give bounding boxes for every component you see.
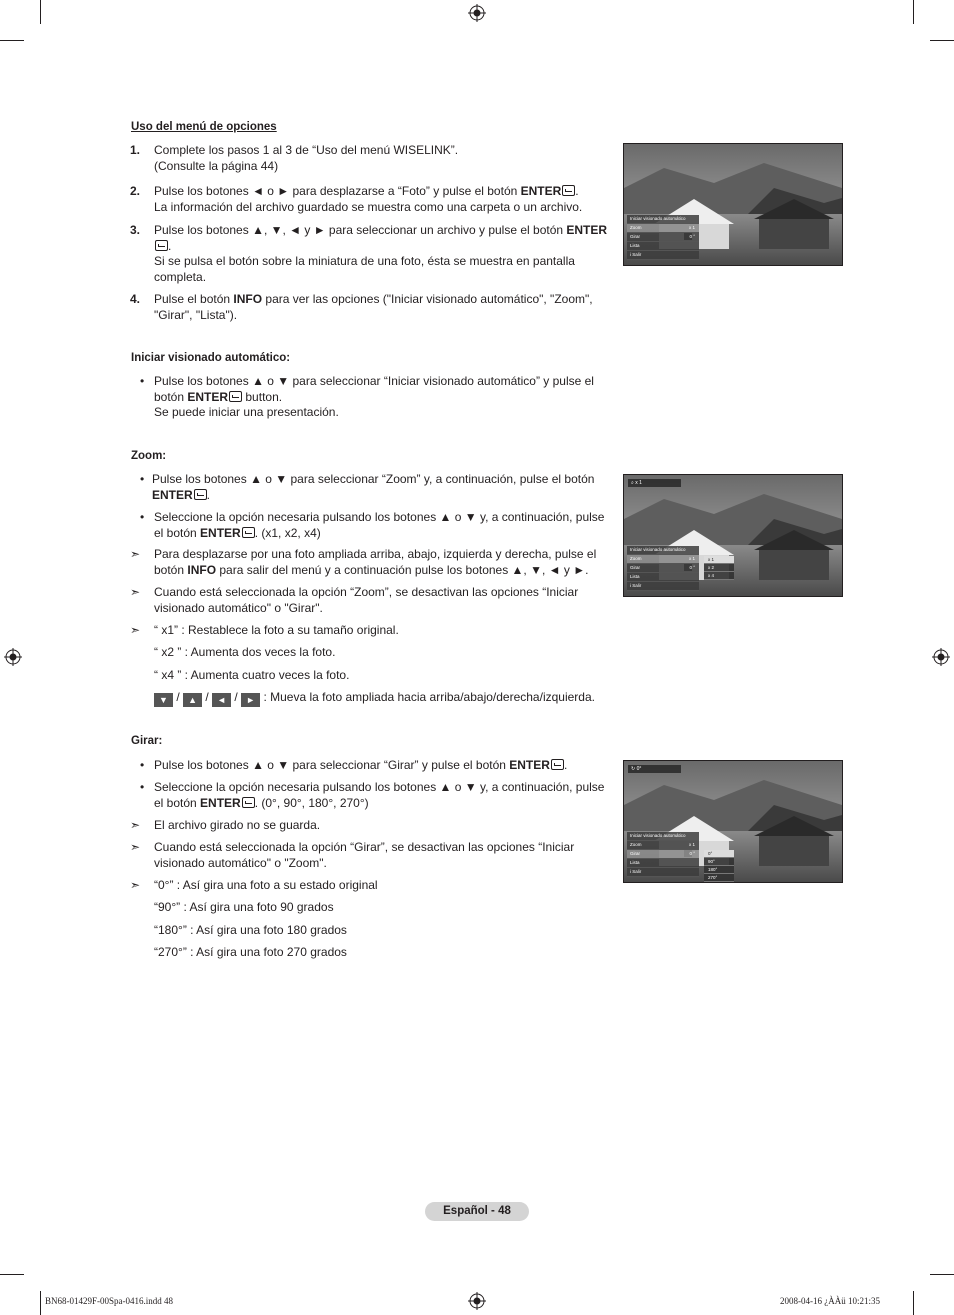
note-text: “ x2 ” : Aumenta dos veces la foto. xyxy=(154,645,336,659)
step-text: Pulse el botón xyxy=(154,292,234,306)
bullet-text: Seleccione la opción necesaria pulsando los botones ▲ o ▼ y, a continuación, pulse el botón xyxy=(154,780,605,810)
menu-item-slideshow[interactable] xyxy=(627,215,699,224)
step-1 xyxy=(130,143,610,174)
step-text: Complete los pasos 1 al 3 de “Uso del menú WISELINK”. xyxy=(154,143,459,157)
menu-item-rotate[interactable] xyxy=(627,564,699,573)
enter-label: ENTER xyxy=(200,525,241,540)
registration-mark-icon xyxy=(468,1292,486,1310)
crop-mark xyxy=(40,1291,41,1315)
bullet-text: Pulse los botones ▲ o ▼ para seleccionar “Iniciar visionado automático” y pulse el botón xyxy=(154,374,594,404)
rotate-note-2 xyxy=(130,840,610,871)
note-text: “180°” : Así gira una foto 180 grados xyxy=(154,923,347,937)
menu-item-label: Lista xyxy=(630,574,640,579)
submenu-item[interactable]: 90° xyxy=(704,858,734,866)
note-text: para salir del menú y a continuación pulse los botones ▲, ▼, ◄ y ►. xyxy=(216,562,589,577)
enter-label: ENTER xyxy=(520,184,562,198)
tv-screenshot-zoom xyxy=(623,474,843,597)
info-text: Salir xyxy=(632,869,642,874)
rotate-bullet-1 xyxy=(130,758,610,774)
submenu-item[interactable]: x 4 xyxy=(704,572,734,580)
step-text: Pulse los botones ▲, ▼, ◄ y ► para seleccionar un archivo y pulse el botón xyxy=(154,223,567,237)
menu-item-slideshow[interactable] xyxy=(627,546,699,555)
rotate-note-6 xyxy=(130,945,610,961)
zoom-note-6 xyxy=(130,690,630,707)
left-button-icon: ◄ xyxy=(212,693,231,707)
note-mark: ➣ xyxy=(130,585,141,599)
info-label: INFO xyxy=(187,562,217,577)
enter-icon xyxy=(194,489,207,500)
menu-item-list[interactable] xyxy=(627,242,699,251)
menu-item-value: 0 ° xyxy=(689,851,695,856)
menu-item-list[interactable] xyxy=(627,573,699,582)
slideshow-bullet xyxy=(130,374,610,421)
note-text: : Mueva la foto ampliada hacia arriba/abajo/derecha/izquierda. xyxy=(263,690,595,704)
slug-date: 2008-04-16 ¿ÀÀü 10:21:35 xyxy=(780,1296,880,1306)
crop-mark xyxy=(0,1274,24,1275)
menu-item-label: Zoom xyxy=(630,225,642,230)
menu-info-bar xyxy=(627,251,699,260)
tv-screenshot-rotate xyxy=(623,760,843,883)
step-text: . xyxy=(168,238,172,253)
separator: / xyxy=(234,690,238,704)
bullet: • xyxy=(140,758,145,772)
crop-mark xyxy=(913,1291,914,1315)
menu-item-value: 0 ° xyxy=(689,565,695,570)
enter-icon xyxy=(242,797,255,808)
crop-mark xyxy=(930,40,954,41)
rotate-note-1 xyxy=(130,818,610,834)
zoom-indicator xyxy=(628,479,681,487)
menu-item-list[interactable] xyxy=(627,859,699,868)
enter-icon xyxy=(242,527,255,538)
separator: / xyxy=(176,690,180,704)
bullet-text: . xyxy=(206,487,211,502)
enter-label: ENTER xyxy=(509,758,550,772)
step-text: (Consulte la página 44) xyxy=(154,158,279,173)
zoom-indicator-value: x 1 xyxy=(635,480,642,486)
zoom-note-5 xyxy=(130,668,610,684)
submenu-item[interactable]: 0° xyxy=(704,850,734,858)
step-4 xyxy=(130,292,610,323)
submenu-item[interactable]: 180° xyxy=(704,866,734,874)
bullet-text: . xyxy=(563,758,568,772)
menu-item-value: x 1 xyxy=(688,225,695,230)
menu-item-rotate[interactable] xyxy=(627,233,699,242)
section-title-rotate: Girar: xyxy=(131,735,163,747)
rotate-note-5 xyxy=(130,923,610,939)
zoom-note-3 xyxy=(130,623,610,639)
menu-item-label: Zoom xyxy=(630,842,642,847)
note-text: “0°” : Así gira una foto a su estado original xyxy=(154,878,378,892)
note-text: Cuando está seleccionada la opción “Girar”, se desactivan las opciones “Iniciar visionado automático" o "Zoom". xyxy=(154,840,575,870)
enter-icon xyxy=(155,240,168,251)
info-icon: i xyxy=(630,252,633,257)
step-number: 2. xyxy=(130,184,141,198)
zoom-bullet-1 xyxy=(130,472,610,503)
menu-item-rotate[interactable] xyxy=(627,850,699,859)
info-icon: i xyxy=(630,869,633,874)
step-text: para ver las opciones ("Iniciar visionado automático", "Zoom", "Girar", "Lista"). xyxy=(154,292,593,322)
menu-item-label: Girar xyxy=(630,565,640,570)
note-mark: ➣ xyxy=(130,623,141,637)
zoom-note-4 xyxy=(130,645,610,661)
section-title-slideshow: Iniciar visionado automático: xyxy=(131,352,291,364)
menu-item-value: 0 ° xyxy=(689,234,695,239)
tv-screenshot-options xyxy=(623,143,843,266)
note-mark: ➣ xyxy=(130,878,141,892)
menu-item-zoom[interactable] xyxy=(627,555,699,564)
step-text: La información del archivo guardado se muestra como una carpeta o un archivo. xyxy=(154,199,583,214)
step-text: . xyxy=(575,184,579,198)
bullet: • xyxy=(140,780,145,794)
menu-item-label: Iniciar visionado automático xyxy=(630,833,686,838)
crop-mark xyxy=(40,0,41,24)
bullet-text: Seleccione la opción necesaria pulsando los botones ▲ o ▼ y, a continuación, pulse el botón xyxy=(154,510,605,540)
step-text: Si se pulsa el botón sobre la miniatura de una foto, ésta se muestra en pantalla completa. xyxy=(154,254,575,284)
crop-mark xyxy=(0,40,24,41)
rotate-bullet-2 xyxy=(130,780,610,811)
step-number: 4. xyxy=(130,292,141,306)
down-button-icon: ▼ xyxy=(154,693,173,707)
magnifier-icon: ⌕ xyxy=(631,480,636,486)
bullet-text: . (x1, x2, x4) xyxy=(254,525,321,540)
submenu-item[interactable]: x 2 xyxy=(704,564,734,572)
note-text: “270°” : Así gira una foto 270 grados xyxy=(154,945,347,959)
bullet-text: Pulse los botones ▲ o ▼ para seleccionar “Zoom” y, a continuación, pulse el botón xyxy=(152,472,595,486)
slug-file: BN68-01429F-00Spa-0416.indd 48 xyxy=(45,1296,173,1306)
options-menu xyxy=(627,546,699,591)
step-number: 1. xyxy=(130,143,141,157)
note-text: Cuando está seleccionada la opción “Zoom”, se desactivan las opciones “Iniciar visionado automático" o "Girar". xyxy=(154,585,579,615)
bullet-text: button. xyxy=(242,389,283,404)
menu-item-value: x 1 xyxy=(688,556,695,561)
zoom-note-2 xyxy=(130,585,610,616)
options-menu xyxy=(627,832,699,877)
page-number: Español - 48 xyxy=(425,1202,529,1221)
step-number: 3. xyxy=(130,223,141,237)
step-2 xyxy=(130,184,610,215)
bullet: • xyxy=(140,472,145,486)
note-text: El archivo girado no se guarda. xyxy=(154,818,321,832)
menu-item-label: Iniciar visionado automático xyxy=(630,216,686,221)
bullet-text: Pulse los botones ▲ o ▼ para seleccionar “Girar” y pulse el botón xyxy=(154,758,510,772)
enter-icon xyxy=(562,185,575,196)
rotate-icon: ↻ xyxy=(631,766,637,772)
menu-item-zoom[interactable] xyxy=(627,841,699,850)
info-icon: i xyxy=(630,583,633,588)
rotate-indicator xyxy=(628,765,681,773)
submenu-item[interactable]: 270° xyxy=(704,874,734,882)
menu-item-label: Lista xyxy=(630,860,640,865)
registration-mark-icon xyxy=(932,648,950,666)
step-text: Pulse los botones ◄ o ► para desplazarse a “Foto” y pulse el botón xyxy=(154,184,521,198)
section-title-zoom: Zoom: xyxy=(131,450,167,462)
zoom-submenu xyxy=(704,556,734,580)
note-text: “ x4 ” : Aumenta cuatro veces la foto. xyxy=(154,668,350,682)
menu-item-label: Girar xyxy=(630,851,640,856)
enter-label: ENTER xyxy=(152,487,193,502)
enter-label: ENTER xyxy=(566,223,608,237)
menu-item-label: Lista xyxy=(630,243,640,248)
rotate-submenu xyxy=(704,850,734,882)
bullet: • xyxy=(140,510,145,524)
menu-item-label: Girar xyxy=(630,234,640,239)
crop-mark xyxy=(913,0,914,24)
rotate-note-4 xyxy=(130,900,610,916)
bullet-text: Se puede iniciar una presentación. xyxy=(154,405,339,419)
info-label: INFO xyxy=(233,292,263,306)
zoom-bullet-2 xyxy=(130,510,610,541)
enter-icon xyxy=(229,391,242,402)
zoom-note-1 xyxy=(130,547,610,578)
menu-item-zoom[interactable] xyxy=(627,224,699,233)
note-mark: ➣ xyxy=(130,547,141,561)
info-text: Salir xyxy=(632,583,642,588)
enter-label: ENTER xyxy=(200,795,241,810)
rotate-indicator-value: 0° xyxy=(636,766,642,772)
bullet: • xyxy=(140,374,145,388)
menu-item-slideshow[interactable] xyxy=(627,832,699,841)
separator: / xyxy=(205,690,209,704)
note-text: “ x1” : Restablece la foto a su tamaño original. xyxy=(154,623,399,637)
menu-item-value: x 1 xyxy=(688,842,695,847)
menu-info-bar xyxy=(627,868,699,877)
note-text: Para desplazarse por una foto ampliada arriba, abajo, izquierda y derecha, pulse el botón xyxy=(154,547,597,577)
step-3 xyxy=(130,223,610,285)
section-title-options: Uso del menú de opciones xyxy=(131,121,277,133)
options-menu xyxy=(627,215,699,260)
submenu-item[interactable]: x 1 xyxy=(704,556,734,564)
registration-mark-icon xyxy=(468,4,486,22)
note-mark: ➣ xyxy=(130,840,141,854)
up-button-icon: ▲ xyxy=(183,693,202,707)
crop-mark xyxy=(930,1274,954,1275)
info-text: Salir xyxy=(632,252,642,257)
registration-mark-icon xyxy=(4,648,22,666)
note-mark: ➣ xyxy=(130,818,141,832)
enter-label: ENTER xyxy=(187,389,229,404)
menu-item-label: Zoom xyxy=(630,556,642,561)
enter-icon xyxy=(551,759,564,770)
rotate-note-3 xyxy=(130,878,610,894)
menu-item-label: Iniciar visionado automático xyxy=(630,547,686,552)
note-text: “90°” : Así gira una foto 90 grados xyxy=(154,900,334,914)
menu-info-bar xyxy=(627,582,699,591)
right-button-icon: ► xyxy=(241,693,260,707)
bullet-text: . (0°, 90°, 180°, 270°) xyxy=(254,795,369,810)
